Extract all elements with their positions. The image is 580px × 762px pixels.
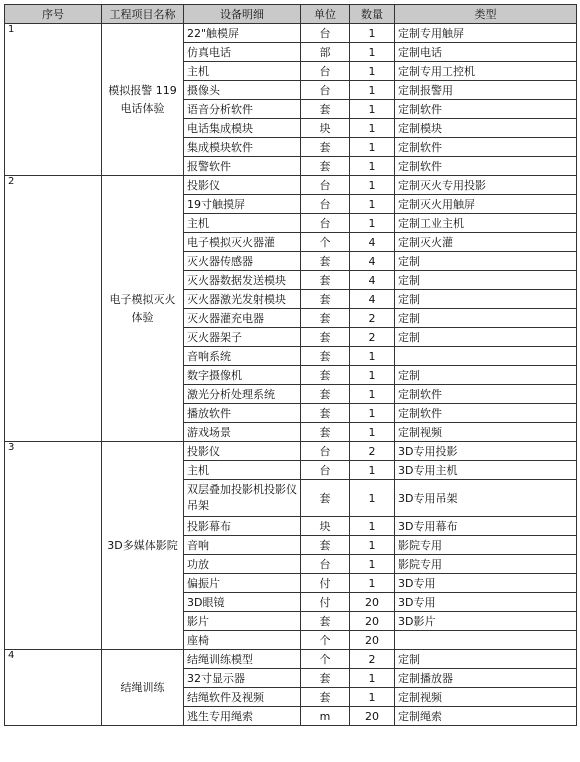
item-quantity: 1 [350, 404, 395, 423]
item-unit: 块 [301, 517, 350, 536]
item-unit: 套 [301, 138, 350, 157]
header-quantity: 数量 [350, 5, 395, 24]
item-quantity: 1 [350, 366, 395, 385]
item-type: 3D专用幕布 [395, 517, 577, 536]
item-unit: 台 [301, 81, 350, 100]
item-type: 定制模块 [395, 119, 577, 138]
item-detail: 灭火器数据发送模块 [184, 271, 301, 290]
group-seq: 1 [5, 24, 102, 176]
item-detail: 数字摄像机 [184, 366, 301, 385]
item-quantity: 4 [350, 252, 395, 271]
item-detail: 逃生专用绳索 [184, 707, 301, 726]
item-detail: 灭火器传感器 [184, 252, 301, 271]
item-quantity: 1 [350, 555, 395, 574]
item-unit: 套 [301, 480, 350, 517]
item-type: 3D影片 [395, 612, 577, 631]
item-type: 定制视频 [395, 423, 577, 442]
item-quantity: 1 [350, 480, 395, 517]
item-unit: 块 [301, 119, 350, 138]
item-unit: 套 [301, 536, 350, 555]
item-detail: 功放 [184, 555, 301, 574]
item-quantity: 1 [350, 214, 395, 233]
item-detail: 投影仪 [184, 176, 301, 195]
item-type: 影院专用 [395, 555, 577, 574]
item-quantity: 4 [350, 271, 395, 290]
item-type: 定制 [395, 328, 577, 347]
item-unit: 个 [301, 650, 350, 669]
item-unit: 套 [301, 100, 350, 119]
group-project-name: 电子模拟灭火体验 [102, 176, 184, 442]
item-detail: 3D眼镜 [184, 593, 301, 612]
header-unit: 单位 [301, 5, 350, 24]
item-type: 定制灭火专用投影 [395, 176, 577, 195]
item-detail: 激光分析处理系统 [184, 385, 301, 404]
item-type: 定制电话 [395, 43, 577, 62]
item-type: 定制灭火用触屏 [395, 195, 577, 214]
item-quantity: 1 [350, 461, 395, 480]
table-row [5, 442, 577, 461]
item-quantity: 2 [350, 328, 395, 347]
item-quantity: 20 [350, 612, 395, 631]
item-unit: 套 [301, 669, 350, 688]
item-quantity: 1 [350, 62, 395, 81]
item-type: 定制 [395, 650, 577, 669]
item-unit: 部 [301, 43, 350, 62]
item-detail: 主机 [184, 62, 301, 81]
item-unit: 套 [301, 271, 350, 290]
item-detail: 电话集成模块 [184, 119, 301, 138]
item-quantity: 20 [350, 707, 395, 726]
item-type: 影院专用 [395, 536, 577, 555]
item-unit: 台 [301, 24, 350, 43]
item-quantity: 1 [350, 81, 395, 100]
item-type [395, 347, 577, 366]
item-quantity: 1 [350, 195, 395, 214]
item-detail: 灭火器架子 [184, 328, 301, 347]
item-unit: 套 [301, 385, 350, 404]
item-quantity: 1 [350, 138, 395, 157]
item-type [395, 631, 577, 650]
item-quantity: 1 [350, 536, 395, 555]
item-type: 定制软件 [395, 138, 577, 157]
item-type: 定制软件 [395, 385, 577, 404]
item-type: 定制绳索 [395, 707, 577, 726]
item-quantity: 1 [350, 423, 395, 442]
item-detail: 音响系统 [184, 347, 301, 366]
item-type: 定制视频 [395, 688, 577, 707]
item-unit: m [301, 707, 350, 726]
item-detail: 32寸显示器 [184, 669, 301, 688]
group-seq: 4 [5, 650, 102, 726]
item-quantity: 2 [350, 650, 395, 669]
item-quantity: 1 [350, 100, 395, 119]
item-detail: 双层叠加投影机投影仪吊架 [184, 480, 301, 517]
item-quantity: 4 [350, 233, 395, 252]
item-detail: 灭火器灌充电器 [184, 309, 301, 328]
group-seq: 3 [5, 442, 102, 650]
item-quantity: 20 [350, 593, 395, 612]
equipment-table [4, 4, 577, 726]
header-equipment-detail: 设备明细 [184, 5, 301, 24]
item-quantity: 1 [350, 385, 395, 404]
item-quantity: 1 [350, 157, 395, 176]
item-type: 定制专用工控机 [395, 62, 577, 81]
group-project-name: 结绳训练 [102, 650, 184, 726]
item-detail: 主机 [184, 214, 301, 233]
item-type: 定制 [395, 252, 577, 271]
item-quantity: 1 [350, 347, 395, 366]
item-detail: 结绳训练模型 [184, 650, 301, 669]
item-quantity: 2 [350, 309, 395, 328]
item-type: 3D专用 [395, 593, 577, 612]
table-row [5, 650, 577, 669]
item-type: 定制软件 [395, 404, 577, 423]
item-detail: 影片 [184, 612, 301, 631]
item-detail: 摄像头 [184, 81, 301, 100]
item-detail: 电子模拟灭火器灌 [184, 233, 301, 252]
item-unit: 套 [301, 252, 350, 271]
item-quantity: 1 [350, 688, 395, 707]
item-unit: 台 [301, 555, 350, 574]
header-project-name: 工程项目名称 [102, 5, 184, 24]
item-detail: 灭火器激光发射模块 [184, 290, 301, 309]
item-detail: 结绳软件及视频 [184, 688, 301, 707]
item-quantity: 20 [350, 631, 395, 650]
table-row [5, 24, 577, 43]
item-type: 定制软件 [395, 100, 577, 119]
item-unit: 台 [301, 62, 350, 81]
item-type: 定制 [395, 366, 577, 385]
item-detail: 主机 [184, 461, 301, 480]
item-quantity: 1 [350, 43, 395, 62]
item-detail: 音响 [184, 536, 301, 555]
item-quantity: 1 [350, 176, 395, 195]
item-unit: 付 [301, 593, 350, 612]
header-row [5, 5, 577, 24]
item-detail: 游戏场景 [184, 423, 301, 442]
item-unit: 套 [301, 423, 350, 442]
item-detail: 偏振片 [184, 574, 301, 593]
item-detail: 座椅 [184, 631, 301, 650]
item-detail: 集成模块软件 [184, 138, 301, 157]
item-unit: 台 [301, 195, 350, 214]
item-type: 定制软件 [395, 157, 577, 176]
item-unit: 套 [301, 290, 350, 309]
item-quantity: 1 [350, 24, 395, 43]
item-detail: 19寸触摸屏 [184, 195, 301, 214]
item-unit: 套 [301, 347, 350, 366]
item-unit: 付 [301, 574, 350, 593]
item-quantity: 1 [350, 669, 395, 688]
item-unit: 套 [301, 404, 350, 423]
item-unit: 套 [301, 612, 350, 631]
item-unit: 套 [301, 688, 350, 707]
item-type: 3D专用投影 [395, 442, 577, 461]
item-type: 定制 [395, 309, 577, 328]
group-project-name: 3D多媒体影院 [102, 442, 184, 650]
item-type: 定制工业主机 [395, 214, 577, 233]
item-type: 定制播放器 [395, 669, 577, 688]
header-type: 类型 [395, 5, 577, 24]
item-detail: 仿真电话 [184, 43, 301, 62]
item-unit: 套 [301, 309, 350, 328]
item-detail: 投影幕布 [184, 517, 301, 536]
item-type: 定制专用触屏 [395, 24, 577, 43]
item-quantity: 1 [350, 517, 395, 536]
item-unit: 台 [301, 214, 350, 233]
table-row [5, 176, 577, 195]
item-unit: 台 [301, 176, 350, 195]
item-quantity: 4 [350, 290, 395, 309]
item-quantity: 2 [350, 442, 395, 461]
item-detail: 投影仪 [184, 442, 301, 461]
item-quantity: 1 [350, 574, 395, 593]
item-quantity: 1 [350, 119, 395, 138]
item-unit: 个 [301, 631, 350, 650]
item-type: 3D专用主机 [395, 461, 577, 480]
item-type: 3D专用 [395, 574, 577, 593]
item-unit: 套 [301, 328, 350, 347]
item-type: 定制灭火灌 [395, 233, 577, 252]
item-type: 定制 [395, 290, 577, 309]
item-type: 定制 [395, 271, 577, 290]
item-unit: 台 [301, 442, 350, 461]
item-detail: 报警软件 [184, 157, 301, 176]
group-project-name: 模拟报警 119 电话体验 [102, 24, 184, 176]
header-seq: 序号 [5, 5, 102, 24]
item-unit: 个 [301, 233, 350, 252]
group-seq: 2 [5, 176, 102, 442]
item-detail: 语音分析软件 [184, 100, 301, 119]
item-detail: 22"触模屏 [184, 24, 301, 43]
item-unit: 套 [301, 366, 350, 385]
item-unit: 台 [301, 461, 350, 480]
item-unit: 套 [301, 157, 350, 176]
item-detail: 播放软件 [184, 404, 301, 423]
item-type: 定制报警用 [395, 81, 577, 100]
item-type: 3D专用吊架 [395, 480, 577, 517]
